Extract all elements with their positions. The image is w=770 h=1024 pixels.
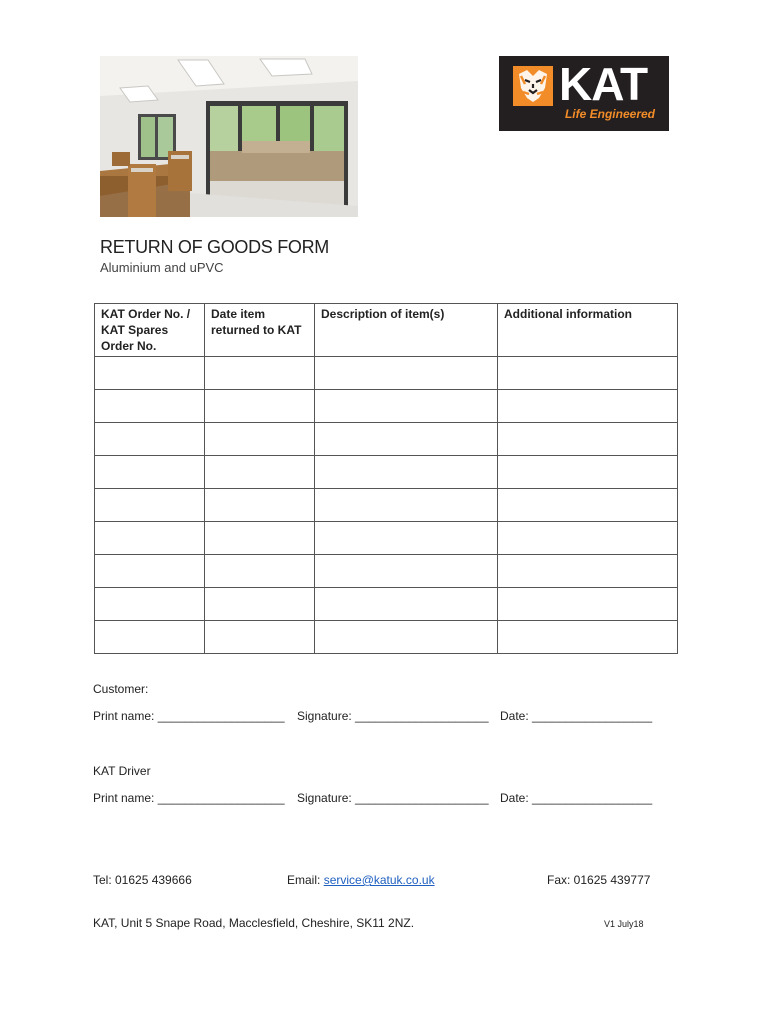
table-cell[interactable] (498, 588, 678, 621)
table-cell[interactable] (95, 522, 205, 555)
table-cell[interactable] (205, 489, 315, 522)
driver-section-label: KAT Driver (93, 764, 151, 778)
table-row (95, 555, 678, 588)
contact-tel: Tel: 01625 439666 (93, 873, 192, 887)
contact-fax: Fax: 01625 439777 (547, 873, 651, 887)
table-cell[interactable] (498, 357, 678, 390)
footer-version: V1 July18 (604, 919, 644, 929)
email-link[interactable]: service@katuk.co.uk (323, 873, 435, 887)
table-body (95, 357, 678, 654)
table-cell[interactable] (95, 489, 205, 522)
customer-signature-field[interactable]: Signature: ____________________ (297, 709, 489, 723)
table-row (95, 588, 678, 621)
header-description: Description of item(s) (315, 304, 498, 357)
table-cell[interactable] (205, 423, 315, 456)
contact-email (287, 873, 435, 887)
table-cell[interactable] (95, 555, 205, 588)
table-row (95, 456, 678, 489)
email-label: Email: (287, 873, 324, 887)
table-cell[interactable] (315, 555, 498, 588)
table-row (95, 621, 678, 654)
driver-signature-field[interactable]: Signature: ____________________ (297, 791, 489, 805)
table-cell[interactable] (315, 522, 498, 555)
table-cell[interactable] (315, 423, 498, 456)
table-cell[interactable] (498, 456, 678, 489)
form-subtitle: Aluminium and uPVC (100, 260, 224, 275)
header-date-returned: Date item returned to KAT (205, 304, 315, 357)
table-row (95, 423, 678, 456)
logo-tagline: Life Engineered (564, 107, 655, 121)
footer-address: KAT, Unit 5 Snape Road, Macclesfield, Cheshire, SK11 2NZ. (93, 916, 415, 930)
table-cell[interactable] (315, 456, 498, 489)
table-cell[interactable] (95, 621, 205, 654)
table-cell[interactable] (498, 423, 678, 456)
table-cell[interactable] (498, 555, 678, 588)
logo-brand: KAT (559, 58, 648, 110)
table-row (95, 522, 678, 555)
table-row (95, 390, 678, 423)
table-cell[interactable] (205, 357, 315, 390)
table-cell[interactable] (315, 621, 498, 654)
table-cell[interactable] (95, 456, 205, 489)
table-cell[interactable] (205, 522, 315, 555)
table-cell[interactable] (498, 621, 678, 654)
table-cell[interactable] (95, 423, 205, 456)
table-cell[interactable] (315, 357, 498, 390)
table-cell[interactable] (498, 489, 678, 522)
interior-photo (100, 56, 358, 217)
table-cell[interactable] (315, 390, 498, 423)
table-row (95, 357, 678, 390)
table-cell[interactable] (95, 588, 205, 621)
table-cell[interactable] (205, 621, 315, 654)
table-cell[interactable] (205, 390, 315, 423)
table-cell[interactable] (315, 588, 498, 621)
header-additional-info: Additional information (498, 304, 678, 357)
table-cell[interactable] (498, 390, 678, 423)
table-cell[interactable] (205, 456, 315, 489)
header-order-no: KAT Order No. / KAT Spares Order No. (95, 304, 205, 357)
driver-date-field[interactable]: Date: __________________ (500, 791, 653, 805)
customer-date-field[interactable]: Date: __________________ (500, 709, 653, 723)
table-cell[interactable] (498, 522, 678, 555)
returns-table (94, 303, 678, 654)
driver-print-name-field[interactable]: Print name: ___________________ (93, 791, 285, 805)
customer-section-label: Customer: (93, 682, 149, 696)
table-header-row (95, 304, 678, 357)
table-cell[interactable] (315, 489, 498, 522)
table-cell[interactable] (205, 555, 315, 588)
form-title: RETURN OF GOODS FORM (100, 237, 329, 257)
table-cell[interactable] (95, 357, 205, 390)
customer-print-name-field[interactable]: Print name: ___________________ (93, 709, 285, 723)
table-cell[interactable] (95, 390, 205, 423)
table-row (95, 489, 678, 522)
kat-logo (499, 56, 669, 131)
table-cell[interactable] (205, 588, 315, 621)
tiger-icon (513, 66, 553, 106)
